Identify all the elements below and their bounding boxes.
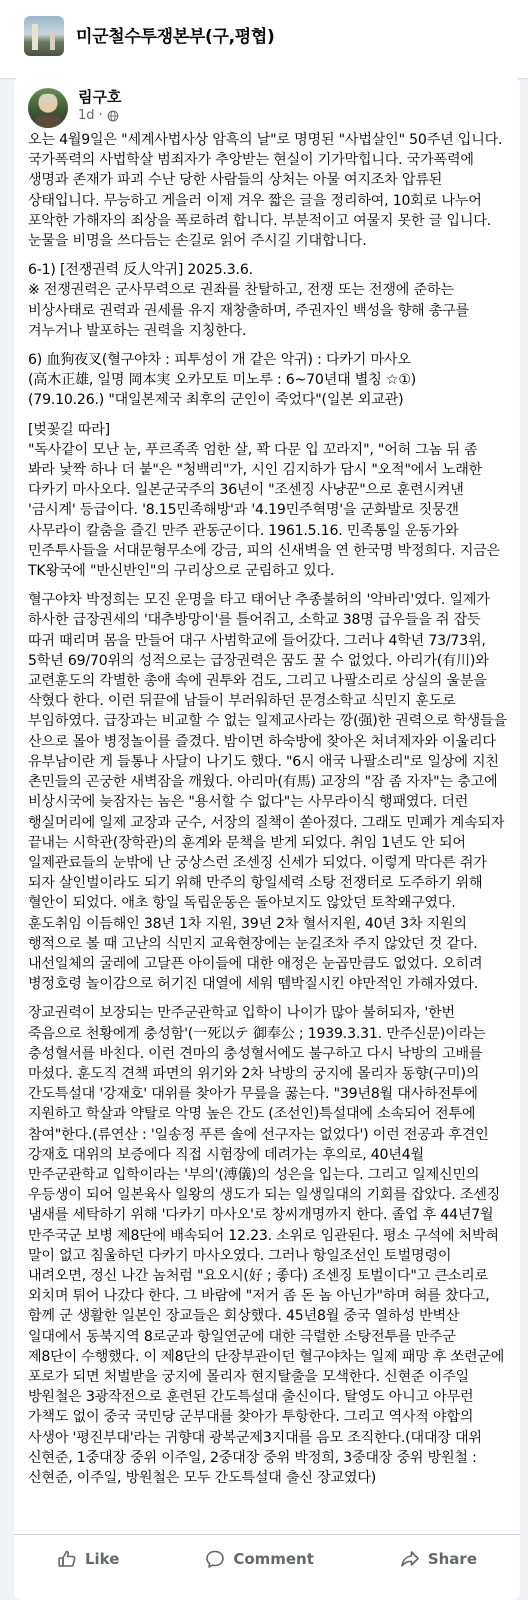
meta-separator: · <box>98 108 103 123</box>
group-name[interactable]: 미군철수투쟁본부(구,평협) <box>76 27 275 47</box>
post-paragraph: 장교권력이 보장되는 만주군관학교 입학이 나이가 많아 불허되자, '한번 죽음으로 천황에게 충성함'(一死以テ 御奉公 ; 1939.3.31. 만주신문)이라는 충성혈서를 바친다. 이런 견마의 충성혈서에도 불구하고 다시 낙방의 고배를 마셨다. 훈도직 견책 파면의 위기와 2차 낙방의 궁지에 몰리자 동향(구미)의 간도특설대 '강재호' 대위를 찾아가 무릎을 꿇는다. "39년8월 대사하전투에 지원하고 학살과 약탈로 악명 높은 간도 (조선인)특설대에 소속되어 전투에 참여"한다.(류연산 : '일송정 푸른 솔에 선구자는 없었다') 이런 전공과 후견인 강재호 대위의 보증에다 직접 시험장에 데려가는 후의로, 40년4월 만주군관학교 입학이라는 '부의'(溥儀)의 성은을 입는다. 그리고 일제신민의 우등생이 되어 일본육사 일왕의 생도가 되는 일생일대의 기회를 잡았다. 조센징 냄새를 세탁하기 위해 '다카기 마사오'로 창씨개명까지 한다. 졸업 후 44년7월 만주국군 보병 제8단에 배속되어 12.23. 소위로 임관된다. 평소 구석에 처박혀 말이 없고 침울하던 다카기 마사오였다. 그러나 항일조선인 토벌명령이 내려오면, 정신 나간 놈처럼 "요오시(好 ; 좋다) 조센징 토벌이다"고 큰소리로 외치며 튀어 나갔다 한다. 그 바람에 "저거 좀 돈 놈 아닌가"하며 혀를 찼다고, 함께 군 생활한 일본인 장교들은 회상했다. 45년8월 중국 열하성 반벽산 일대에서 동북지역 8로군과 항일연군에 대한 극렬한 소탕전투를 만주군 제8단이 수행했다. 이 제8단의 단장부관이던 혈구야차는 일제 패망 후 쏘련군에 포로가 되면 처벌받을 궁지에 몰리자 현지탈출을 모색한다. 신현준 이주일 방원철은 3광작전으로 훈련된 간도특설대 출신이다. 탈영도 아니고 아무런 가책도 없이 중국 국민당 군부대를 찾아가 투항한다. 그리고 역사적 야합의 사생아 '평진부대'라는 귀향대 광복군제3지대를 음모 조직한다.(대대장 대위 신현준, 1중대장 중위 이주일, 2중대장 중위 박정희, 3중대장 중위 방원철 : 신현준, 이주일, 방원철은 모두 간도특설대 출신 장교였다) <box>28 1005 505 1486</box>
post-text <box>28 130 508 1490</box>
author-avatar[interactable] <box>28 88 68 128</box>
post-card <box>14 76 520 1600</box>
post-paragraph: 6-1) [전쟁권력 反人악귀] 2025.3.6. ※ 전쟁권력은 군사무력으로 권좌를 찬탈하고, 전쟁 또는 전쟁에 준하는 비상사태로 권력과 권세를 유지 재창출하며, 주권자인 백성을 향해 총구를 겨누거나 발포하는 권력을 지칭한다. <box>28 262 469 339</box>
group-header <box>0 0 528 78</box>
post-meta <box>78 108 119 123</box>
post-timestamp[interactable]: 1d <box>78 108 95 123</box>
like-button[interactable] <box>39 1541 137 1577</box>
comment-label: Comment <box>233 1550 314 1568</box>
post-paragraph: 혈구야차 박정희는 모진 운명을 타고 태어난 추종불허의 '악바리'였다. 일제가 하사한 급장권세의 '대추방망이'를 틀어쥐고, 소학교 38명 급우들을 쥐 잡듯 따귀 때리며 몸을 만들어 대구 사범학교에 들어갔다. 그러나 4학년 73/73위, 5학년 69/70위의 성적으로는 급장권력은 꿈도 꿀 수 없었다. 아리가(有川)와 교련훈도의 각별한 총애 속에 권투와 검도, 그리고 나팔소리로 상실의 울분을 삭혔다 한다. 이런 뒤끝에 남들이 부러워하던 문경소학교 식민지 훈도로 부임하였다. 급장과는 비교할 수 없는 일제교사라는 깡(强)한 권력으로 학생들을 산으로 몰아 병정놀이를 즐겼다. 밤이면 하숙방에 찾아온 처녀제자와 이울리다 유부남이란 게 들통나 사달이 나기도 했다. "6시 애국 나팔소리"로 일상에 지친 촌민들의 곤궁한 새벽잠을 깨웠다. 아리마(有馬) 교장의 "잠 좀 자자"는 충고에 비상시국에 늦잠자는 놈은 "용서할 수 없다"는 사무라이식 행패였다. 더런 행실머리에 일제 교장과 군수, 서장의 질책이 쏟아졌다. 그래도 민폐가 계속되자 끝내는 시학관(장학관)의 훈계와 문책을 받게 되었다. 취임 1년도 안 되어 일제관료들의 눈밖에 난 궁상스런 조센징 신세가 되었다. 이렇게 막다른 쥐가 되자 살인벌이라도 되기 위해 만주의 항일세력 소탕 전쟁터로 도주하기 위해 혈안이 되었다. 애초 항일 독립운동은 돌아보지도 않았던 토착왜구였다. 훈도취임 이듬해인 38년 1차 지원, 39년 2차 혈서지원, 40년 3차 지원의 행적으로 볼 때 고난의 식민지 교육현장에는 눈길조차 주지 않았던 것 같다. 내선일체의 굴레에 고달픈 아이들에 대한 애정은 눈곱만큼도 없었다. 오히려 병정호령 놀이감으로 허기진 대열에 세워 뗌박질시킨 야만적인 가해자였다. <box>28 592 507 993</box>
like-label: Like <box>84 1550 120 1568</box>
group-cover-thumbnail[interactable] <box>24 16 64 56</box>
author-name[interactable]: 림구호 <box>78 88 122 106</box>
globe-icon <box>107 110 119 122</box>
thumbs-up-icon <box>57 1549 77 1569</box>
share-label: Share <box>427 1550 478 1568</box>
comment-icon <box>205 1549 225 1569</box>
post-paragraph: 오는 4월9일은 "세계사법사상 암흑의 날"로 명명된 "사법살인" 50주년 입니다. 국가폭력의 사법학살 범죄자가 추앙받는 현실이 기가막힙니다. 국가폭력에 생명과 존재가 파괴 수난 당한 사람들의 상처는 아물 여지조차 압류된 상태입니다. 무능하고 게을러 이제 겨우 짧은 글을 정리하여, 10회로 나누어 포악한 가해자의 죄상을 폭로하려 합니다. 부분적이고 여물지 못한 글 입니다. 눈물을 비명을 쓰다듬는 손길로 읽어 주시길 기대합니다. <box>28 132 503 250</box>
share-arrow-icon <box>400 1549 420 1569</box>
comment-button[interactable] <box>187 1541 332 1577</box>
post-paragraph: 6) 血狗夜叉(혈구야차 : 피투성이 개 같은 악귀) : 다카기 마사오 (高木正雄, 일명 岡本実 오카모토 미노루 : 6~70년대 별칭 ☆①) (79.10.26.) "대일본제국 최후의 군인이 죽었다"(일본 외교관) <box>28 352 417 409</box>
post-action-bar <box>14 1534 520 1583</box>
post-paragraph: [벚꽃길 따라] "독사같이 모난 눈, 푸르족족 엄한 살, 꽉 다문 입 꼬라지", "어허 그놈 뒤 좀 봐라 낯짝 하나 더 붙"은 "청백리"가, 시인 김지하가 담시 "오적"에서 노래한 다카기 마사오다. 일본군국주의 36년이 "조센징 사냥꾼"으로 훈련시켜낸 '금시계' 등급이다. '8.15민족해방'과 '4.19민주혁명'을 군화발로 짓뭉갠 사무라이 칼춤을 즐긴 만주 관동군이다. 1961.5.16. 민족통일 운동가와 민주투사들을 서대문형무소에 강금, 피의 신새벽을 연 한국명 박정희다. 지금은 TK왕국에 "반신반인"의 구리상으로 군림하고 있다. <box>28 421 501 580</box>
share-button[interactable] <box>382 1541 495 1577</box>
